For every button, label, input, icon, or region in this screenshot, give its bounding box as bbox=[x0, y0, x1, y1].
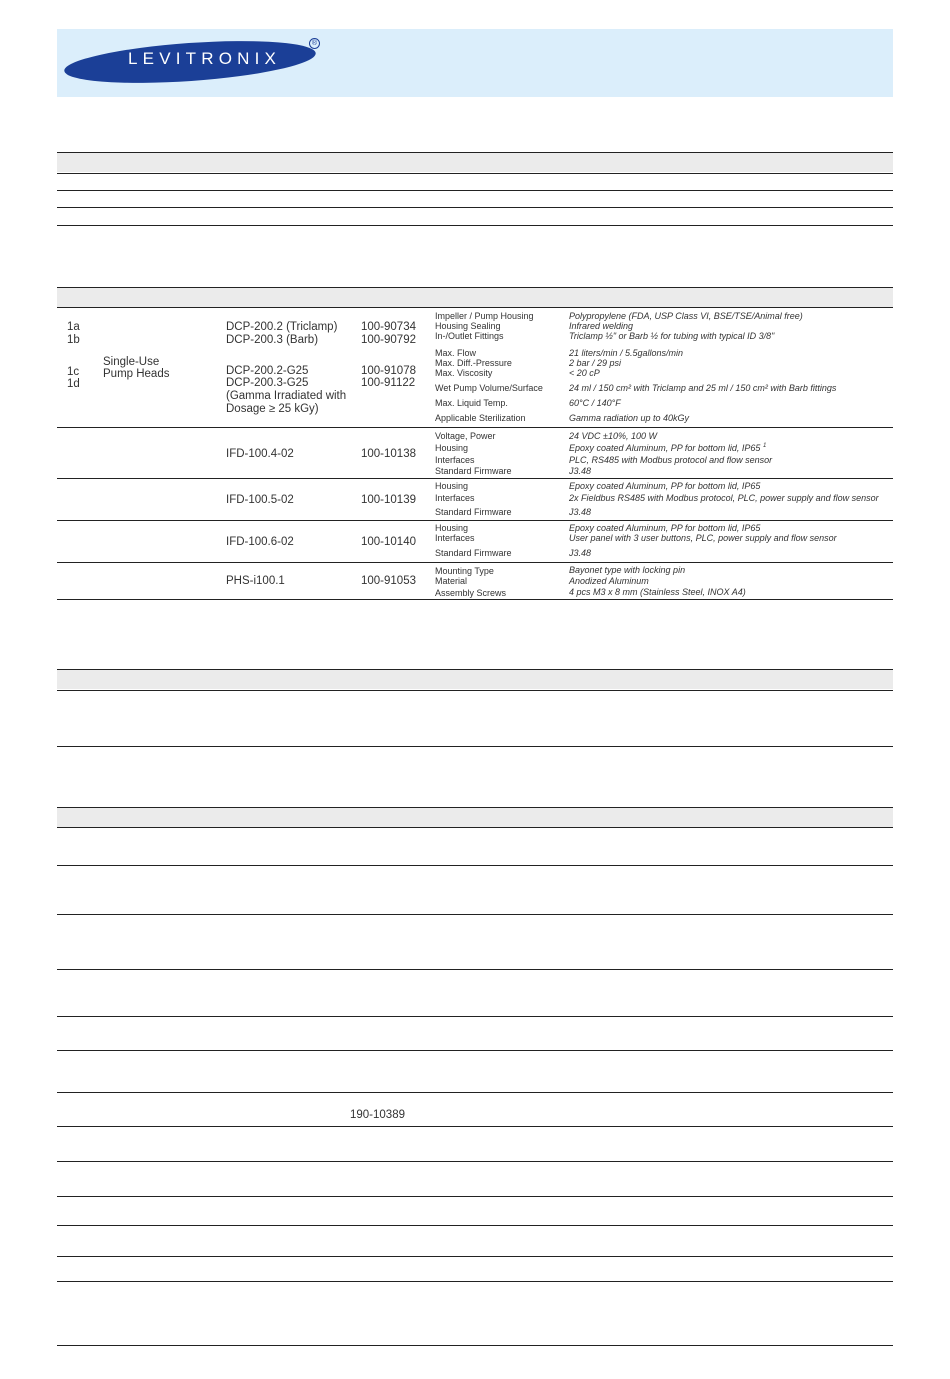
spec-value: 2 bar / 29 psi bbox=[569, 358, 622, 368]
logo-wordmark: LEVITRONIX bbox=[128, 49, 282, 68]
spec-label: Max. Liquid Temp. bbox=[435, 398, 508, 408]
footnote-mark: 1 bbox=[762, 443, 767, 449]
spec-label: Mounting Type bbox=[435, 566, 494, 576]
spec-label: Assembly Screws bbox=[435, 588, 507, 598]
spec-value: Epoxy coated Aluminum, PP for bottom lid, IP65 $^1$ bbox=[569, 443, 767, 453]
rule bbox=[57, 207, 893, 208]
item-id-1b: 1b bbox=[67, 334, 80, 346]
part-number: 100-10140 bbox=[361, 536, 416, 548]
rule bbox=[57, 914, 893, 915]
rule bbox=[57, 190, 893, 191]
spec-label: In-/Outlet Fittings bbox=[435, 331, 504, 341]
spec-value: < 20 cP bbox=[569, 368, 600, 378]
rule bbox=[57, 1196, 893, 1197]
rule bbox=[57, 1161, 893, 1162]
rule bbox=[57, 1092, 893, 1093]
section-3-header-band bbox=[57, 670, 893, 689]
model-name: DCP-200.3-G25 bbox=[226, 377, 309, 389]
rule bbox=[57, 865, 893, 866]
part-number: 100-91053 bbox=[361, 575, 416, 587]
rule bbox=[57, 225, 893, 226]
spec-value: 21 liters/min / 5.5gallons/min bbox=[569, 348, 684, 358]
part-number: 100-10139 bbox=[361, 494, 416, 506]
model-name: IFD-100.4-02 bbox=[226, 448, 294, 460]
model-name: DCP-200.3 (Barb) bbox=[226, 334, 319, 346]
rule bbox=[57, 1256, 893, 1257]
part-number: 190-10389 bbox=[350, 1109, 405, 1121]
registered-mark-icon: ® bbox=[309, 38, 320, 49]
spec-value: J3.48 bbox=[569, 548, 592, 558]
rule bbox=[57, 287, 893, 288]
spec-value: Epoxy coated Aluminum, PP for bottom lid, IP65 bbox=[569, 523, 761, 533]
model-note: Dosage ≥ 25 kGy) bbox=[226, 403, 319, 415]
spec-value: Bayonet type with locking pin bbox=[569, 565, 686, 575]
part-number: 100-91078 bbox=[361, 365, 416, 377]
rule bbox=[57, 1050, 893, 1051]
spec-label: Max. Diff.-Pressure bbox=[435, 358, 512, 368]
spec-label: Housing bbox=[435, 481, 469, 491]
rule bbox=[57, 478, 893, 479]
item-id-1a: 1a bbox=[67, 321, 80, 333]
rule bbox=[57, 307, 893, 308]
spec-label: Standard Firmware bbox=[435, 548, 512, 558]
rule bbox=[57, 1281, 893, 1282]
spec-label: Interfaces bbox=[435, 533, 475, 543]
spec-label: Housing bbox=[435, 443, 469, 453]
rule bbox=[57, 827, 893, 828]
spec-value: 2x Fieldbus RS485 with Modbus protocol, PLC, power supply and flow sensor bbox=[569, 493, 879, 503]
part-number: 100-90792 bbox=[361, 334, 416, 346]
category-label: Pump Heads bbox=[103, 368, 170, 380]
spec-value: Anodized Aluminum bbox=[569, 576, 649, 586]
rule bbox=[57, 520, 893, 521]
spec-label: Interfaces bbox=[435, 493, 475, 503]
spec-value: 4 pcs M3 x 8 mm (Stainless Steel, INOX A4) bbox=[569, 587, 746, 597]
spec-value: Triclamp ½" or Barb ½ for tubing with typical ID 3/8" bbox=[569, 331, 775, 341]
item-id-1c: 1c bbox=[67, 366, 80, 378]
spec-value: Polypropylene (FDA, USP Class VI, BSE/TSE/Animal free) bbox=[569, 311, 803, 321]
section-2-header-band bbox=[57, 288, 893, 307]
rule bbox=[57, 1016, 893, 1017]
model-note: (Gamma Irradiated with bbox=[226, 390, 347, 402]
rule bbox=[57, 1345, 893, 1346]
rule bbox=[57, 969, 893, 970]
spec-label: Impeller / Pump Housing bbox=[435, 311, 534, 321]
rule bbox=[57, 1126, 893, 1127]
spec-value: J3.48 bbox=[569, 507, 592, 517]
category-label: Single-Use bbox=[103, 356, 160, 368]
model-name: PHS-i100.1 bbox=[226, 575, 285, 587]
spec-label: Max. Flow bbox=[435, 348, 477, 358]
rule bbox=[57, 152, 893, 153]
model-name: DCP-200.2 (Triclamp) bbox=[226, 321, 338, 333]
rule bbox=[57, 599, 893, 600]
model-name: IFD-100.5-02 bbox=[226, 494, 294, 506]
rule bbox=[57, 427, 893, 428]
part-number: 100-90734 bbox=[361, 321, 416, 333]
spec-value: User panel with 3 user buttons, PLC, power supply and flow sensor bbox=[569, 533, 837, 543]
rule bbox=[57, 1225, 893, 1226]
part-number: 100-10138 bbox=[361, 448, 416, 460]
model-name: IFD-100.6-02 bbox=[226, 536, 294, 548]
spec-value: 24 VDC ±10%, 100 W bbox=[569, 431, 657, 441]
spec-label: Standard Firmware bbox=[435, 507, 512, 517]
spec-value: Gamma radiation up to 40kGy bbox=[569, 413, 690, 423]
spec-value: Infrared welding bbox=[569, 321, 634, 331]
spec-label: Standard Firmware bbox=[435, 466, 512, 476]
spec-value: 60°C / 140°F bbox=[569, 398, 621, 408]
spec-value: 24 ml / 150 cm² with Triclamp and 25 ml / 150 cm² with Barb fittings bbox=[569, 383, 837, 393]
part-number: 100-91122 bbox=[361, 377, 416, 389]
spec-value: Epoxy coated Aluminum, PP for bottom lid, IP65 bbox=[569, 481, 761, 491]
spec-label: Housing bbox=[435, 523, 469, 533]
model-name: DCP-200.2-G25 bbox=[226, 365, 309, 377]
rule bbox=[57, 562, 893, 563]
section-4-header-band bbox=[57, 808, 893, 827]
item-id-1d: 1d bbox=[67, 378, 80, 390]
spec-label: Applicable Sterilization bbox=[435, 413, 526, 423]
rule bbox=[57, 173, 893, 174]
spec-label: Housing Sealing bbox=[435, 321, 501, 331]
spec-label: Max. Viscosity bbox=[435, 368, 493, 378]
rule bbox=[57, 690, 893, 691]
spec-value: J3.48 bbox=[569, 466, 592, 476]
rule bbox=[57, 746, 893, 747]
rule bbox=[57, 807, 893, 808]
spec-label: Wet Pump Volume/Surface bbox=[435, 383, 543, 393]
section-1-header-band bbox=[57, 153, 893, 172]
spec-label: Voltage, Power bbox=[435, 431, 496, 441]
spec-label: Material bbox=[435, 576, 468, 586]
spec-label: Interfaces bbox=[435, 455, 475, 465]
spec-value: PLC, RS485 with Modbus protocol and flow sensor bbox=[569, 455, 773, 465]
rule bbox=[57, 669, 893, 670]
